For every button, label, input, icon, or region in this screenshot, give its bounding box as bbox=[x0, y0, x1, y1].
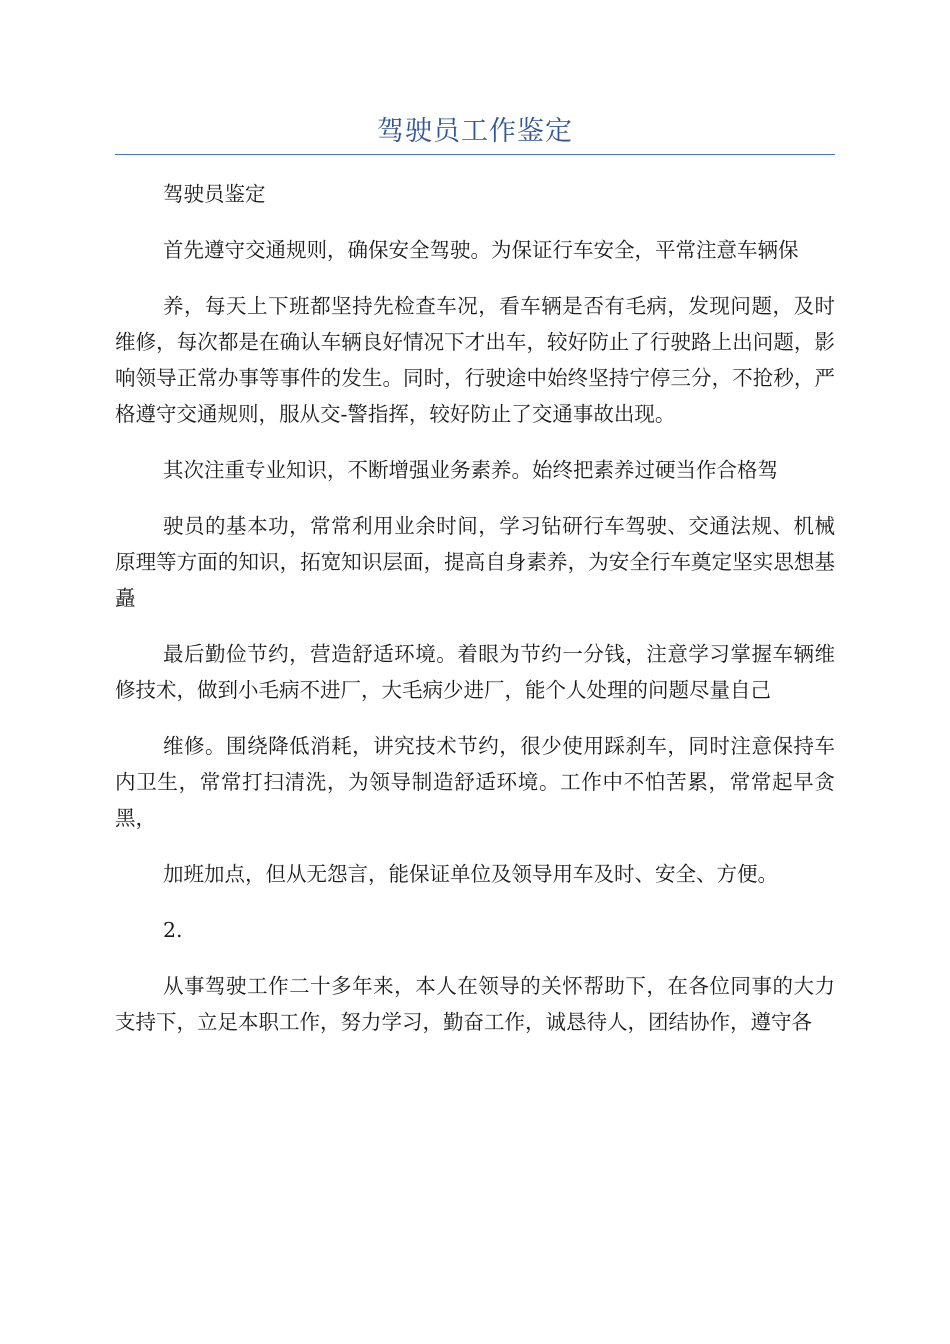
paragraph-1: 驾驶员鉴定 bbox=[163, 182, 266, 206]
paragraph-9: 2. bbox=[163, 918, 183, 942]
document-body bbox=[115, 176, 835, 1060]
paragraph-4: 其次注重专业知识，不断增强业务素养。始终把素养过硬当作合格驾 bbox=[163, 458, 778, 482]
paragraph-3: 养，每天上下班都坚持先检查车况，看车辆是否有毛病，发现问题，及时维修，每次都是在确认车辆良好情况下才出车，较好防止了行驶路上出问题，影响领导正常办事等事件的发生。同时，行驶途中始终坚持宁停三分，不抢秒，严格遵守交通规则，服从交-警指挥，较好防止了交通事故出现。 bbox=[115, 294, 835, 426]
title-underline bbox=[115, 154, 835, 155]
document-title: 驾驶员工作鉴定 bbox=[377, 116, 573, 147]
paragraph-8: 加班加点，但从无怨言，能保证单位及领导用车及时、安全、方便。 bbox=[163, 862, 778, 886]
paragraph-2: 首先遵守交通规则，确保安全驾驶。为保证行车安全，平常注意车辆保 bbox=[163, 238, 799, 262]
paragraph-7: 维修。围绕降低消耗，讲究技术节约，很少使用踩刹车，同时注意保持车内卫生，常常打扫清洗，为领导制造舒适环境。工作中不怕苦累，常常起早贪黑， bbox=[115, 734, 835, 830]
paragraph-10: 从事驾驶工作二十多年来，本人在领导的关怀帮助下，在各位同事的大力支持下，立足本职工作，努力学习，勤奋工作，诚恳待人，团结协作，遵守各 bbox=[115, 974, 835, 1034]
paragraph-5: 驶员的基本功，常常利用业余时间，学习钻研行车驾驶、交通法规、机械原理等方面的知识，拓宽知识层面，提高自身素养，为安全行车奠定坚实思想基矗 bbox=[115, 514, 835, 610]
paragraph-6: 最后勤俭节约，营造舒适环境。着眼为节约一分钱，注意学习掌握车辆维修技术，做到小毛病不进厂，大毛病少进厂，能个人处理的问题尽量自己 bbox=[115, 642, 835, 702]
